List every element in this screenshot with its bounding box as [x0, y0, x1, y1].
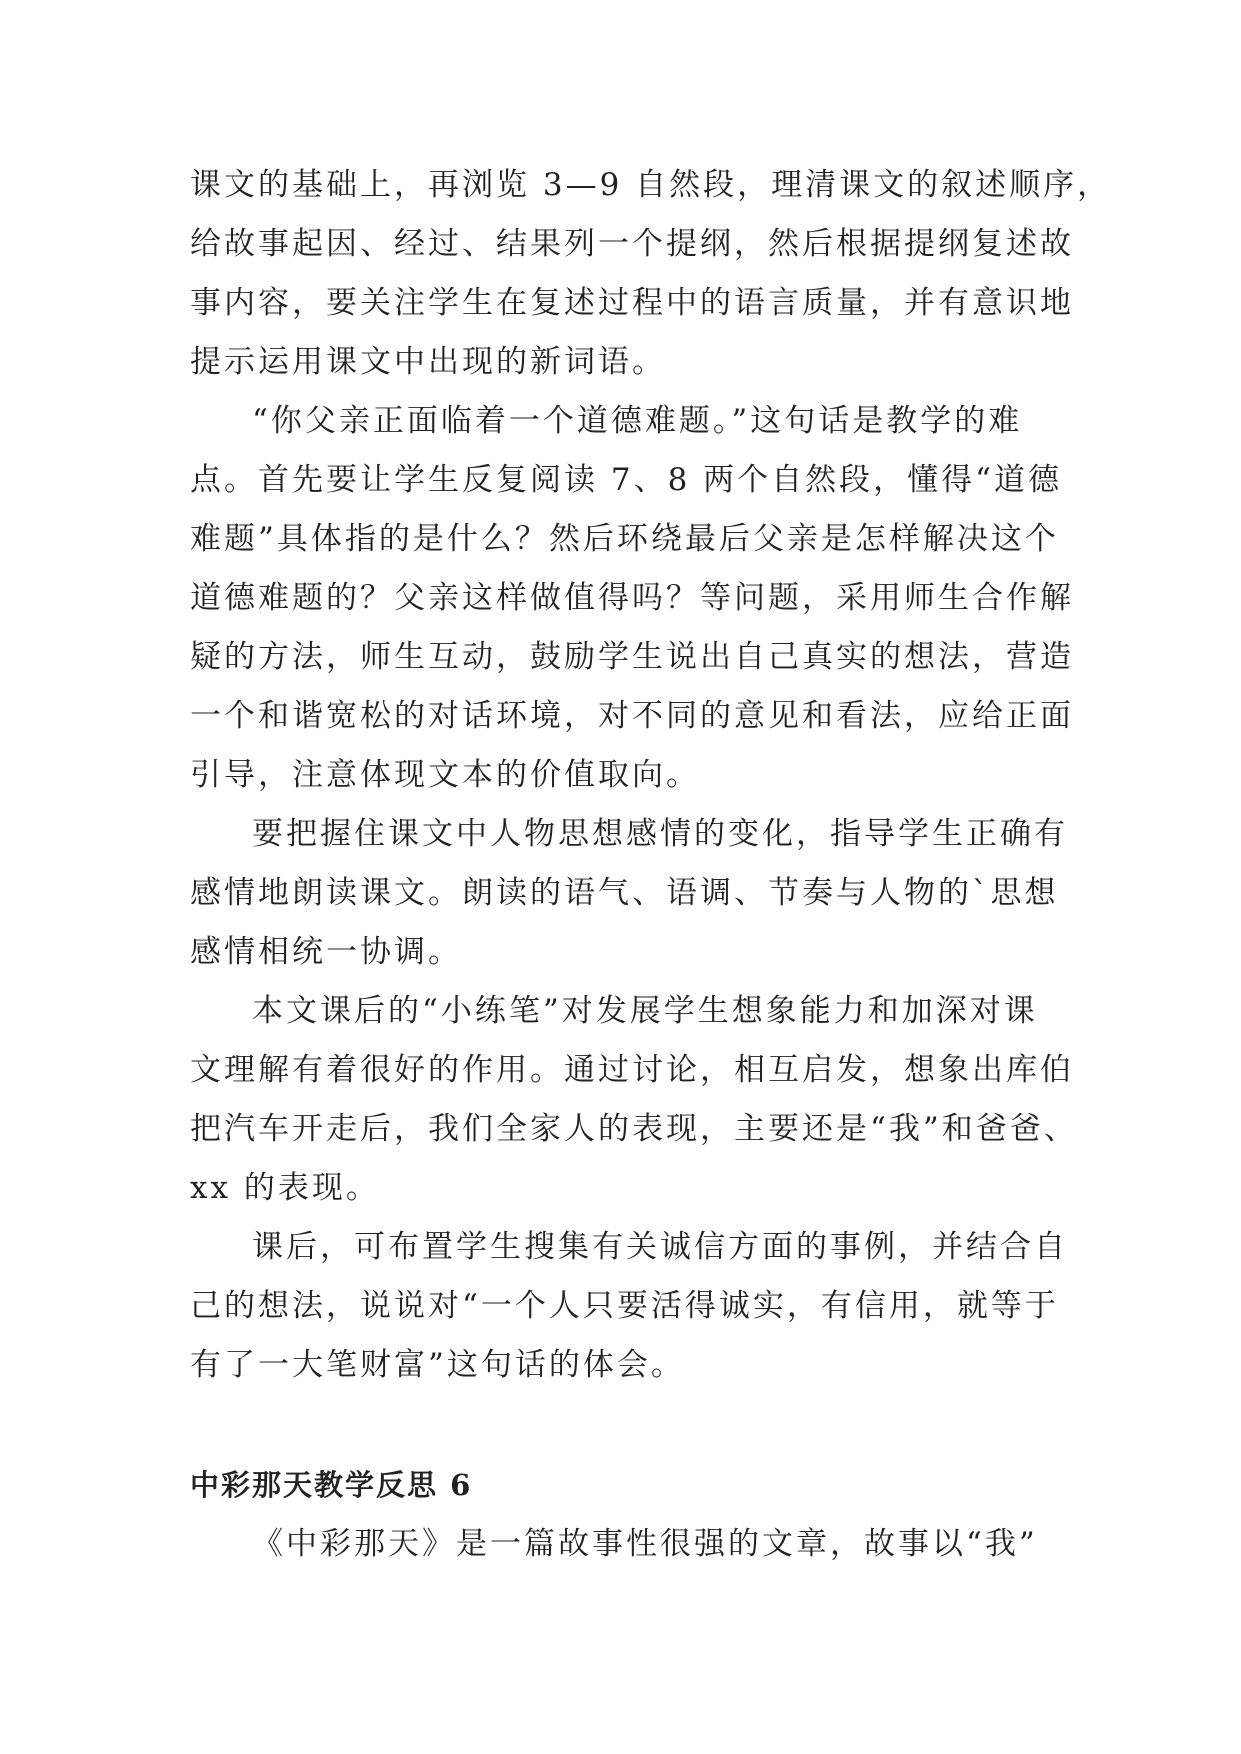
text-line: 点。首先要让学生反复阅读 7、8 两个自然段，懂得“道德	[190, 462, 1062, 498]
text-line: 有了一大笔财富”这句话的体会。	[190, 1347, 685, 1383]
text-line: 提示运用课文中出现的新词语。	[190, 344, 666, 380]
paragraph-4	[190, 982, 1078, 1218]
paragraph-3	[190, 805, 1068, 982]
text-line: 引导，注意体现文本的价值取向。	[190, 757, 700, 793]
text-line: xx 的表现。	[190, 1170, 380, 1206]
text-line: 疑的方法，师生互动，鼓励学生说出自己真实的想法，营造	[190, 639, 1074, 675]
section-heading: 中彩那天教学反思 6	[190, 1468, 473, 1502]
paragraph-1	[190, 156, 1112, 392]
text-line: 本文课后的“小练笔”对发展学生想象能力和加深对课	[252, 993, 1038, 1029]
text-line: 把汽车开走后，我们全家人的表现，主要还是“我”和爸爸、	[190, 1111, 1078, 1147]
text-line: “你父亲正面临着一个道德难题。”这句话是教学的难	[252, 403, 1023, 439]
text-line: 感情相统一协调。	[190, 934, 462, 970]
paragraph-5	[190, 1218, 1068, 1395]
section-paragraph-1	[190, 1515, 1058, 1574]
text-line: 《中彩那天》是一篇故事性很强的文章，故事以“我”	[252, 1526, 1038, 1562]
text-line: 要把握住课文中人物思想感情的变化，指导学生正确有	[252, 816, 1068, 852]
text-line: 己的想法，说说对“一个人只要活得诚实，有信用，就等于	[190, 1288, 1059, 1324]
text-line: 道德难题的？父亲这样做值得吗？等问题，采用师生合作解	[190, 580, 1074, 616]
text-line: 事内容，要关注学生在复述过程中的语言质量，并有意识地	[190, 285, 1074, 321]
text-line: 一个和谐宽松的对话环境，对不同的意见和看法，应给正面	[190, 698, 1074, 734]
text-line: 感情地朗读课文。朗读的语气、语调、节奏与人物的`思想	[190, 875, 1059, 911]
text-line: 课后，可布置学生搜集有关诚信方面的事例，并结合自	[252, 1229, 1068, 1265]
text-line: 难题”具体指的是什么？然后环绕最后父亲是怎样解决这个	[190, 521, 1059, 557]
document-body	[190, 156, 1112, 1574]
text-line: 课文的基础上，再浏览 3—9 自然段，理清课文的叙述顺序，	[190, 167, 1112, 203]
paragraph-2	[190, 392, 1074, 805]
text-line: 给故事起因、经过、结果列一个提纲，然后根据提纲复述故	[190, 226, 1074, 262]
text-line: 文理解有着很好的作用。通过讨论，相互启发，想象出库伯	[190, 1052, 1074, 1088]
